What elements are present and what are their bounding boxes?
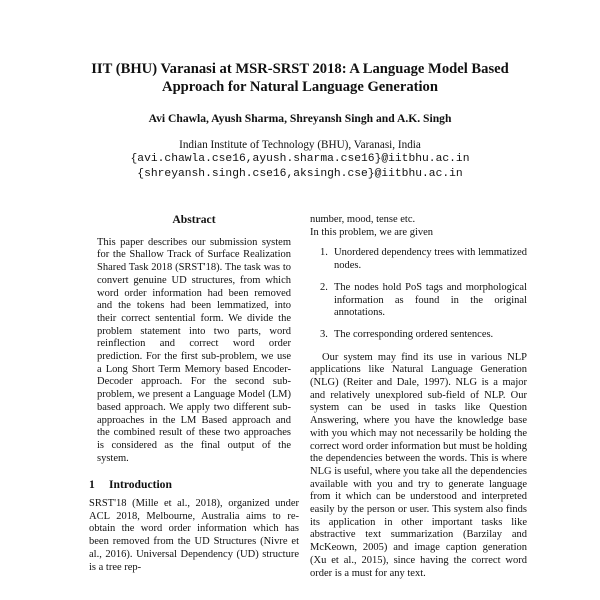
given-list <box>310 247 527 341</box>
list-item-text: The nodes hold PoS tags and morphological information as found in the original annotations. <box>334 281 527 319</box>
affiliation-block <box>40 138 560 182</box>
paper-title <box>40 60 560 96</box>
list-number: 2. <box>320 281 328 293</box>
right-column <box>310 214 527 580</box>
list-item <box>310 282 527 320</box>
section-title: Introduction <box>109 478 172 492</box>
email-line-2: {shreyansh.singh.cse16,aksingh.cse}@iitbhu.ac.in <box>137 168 463 180</box>
list-number: 1. <box>320 247 328 259</box>
list-item-text: Unordered dependency trees with lemmatized nodes. <box>334 247 528 272</box>
list-item-text: The corresponding ordered sentences. <box>334 328 494 340</box>
introduction-text: SRST'18 (Mille et al., 2018), organized under ACL 2018, Melbourne, Australia aims to re-obtain the word order information which has been removed from the UD Structures (Nivre et al., 2016). Universal Dependency (UD) structure is a tree rep- <box>89 498 299 573</box>
continuation-line: number, mood, tense etc. <box>310 214 416 225</box>
abstract-heading: Abstract <box>172 213 216 226</box>
section-heading-introduction <box>89 479 299 492</box>
section-number: 1 <box>89 478 95 492</box>
list-item <box>310 329 527 342</box>
title-line-1: IIT (BHU) Varanasi at MSR-SRST 2018: A Language Model Based <box>91 61 509 77</box>
left-column <box>89 214 299 574</box>
abstract-text: This paper describes our submission system for the Shallow Track of Surface Realization Shared Task 2018 (SRST'18). The task was to convert genuine UD structures, from which word order information had been removed and the tokens had been lemmatized, into their correct sentential form. We divide the problem statement into two parts, word reinflection and correct word order prediction. For the first sub-problem, we use a Long Short Term Memory based Encoder-Decoder approach. For the second sub-problem, we present a Language Model (LM) based approach. We apply two different sub-approaches in the LM Based approach and the combined result of these two approaches is considered as the final output of the system. <box>97 236 291 464</box>
list-number: 3. <box>320 328 328 340</box>
institute-name: Indian Institute of Technology (BHU), Varanasi, India <box>179 139 421 151</box>
applications-paragraph: Our system may find its use in various NLP applications like Natural Language Generation (NLG) (Reiter and Dale, 1997). NLG is a major and relatively unexplored sub-field of NLP. Our system can be used in tasks like Question Answering, where you have the knowledge base with you which may not necessarily be holding the correct word order information but must be holding the dependencies between the words. This is where NLG is useful, where you take all the dependencies available with you and try to generate language from it which can be understood and interpreted easily by the person or user. This system also finds its application in other important tasks like abstractive text summarization (Barzilay and McKeown, 2005) and image caption generation (Xu et al., 2015), since having the correct word order is a must for any text. <box>310 351 527 579</box>
author-list: Avi Chawla, Ayush Sharma, Shreyansh Singh and A.K. Singh <box>148 112 452 125</box>
list-item <box>310 247 527 272</box>
email-line-1: {avi.chawla.cse16,ayush.sharma.cse16}@iitbhu.ac.in <box>130 153 470 165</box>
given-line: In this problem, we are given <box>310 226 434 238</box>
title-line-2: Approach for Natural Language Generation <box>162 79 438 95</box>
